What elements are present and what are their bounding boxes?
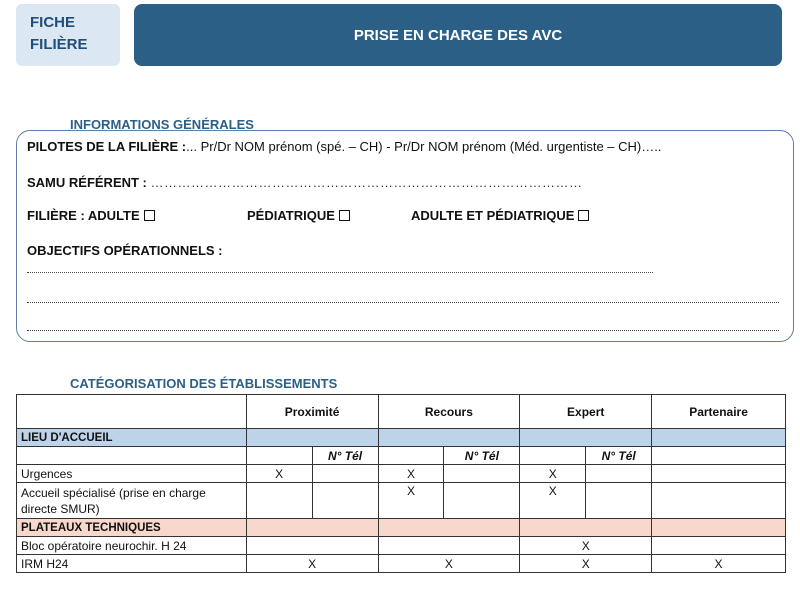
section-title-informations: INFORMATIONS GÉNÉRALES bbox=[70, 117, 254, 132]
urgences-label: Urgences bbox=[17, 465, 247, 483]
header-expert: Expert bbox=[520, 395, 652, 429]
table-cell bbox=[378, 519, 520, 537]
samu-label: SAMU RÉFÉRENT : bbox=[27, 175, 147, 190]
page-title: PRISE EN CHARGE DES AVC bbox=[353, 26, 563, 44]
filiere-adulte-pediatrique bbox=[411, 208, 589, 223]
urgences-proximite-mark[interactable]: X bbox=[246, 465, 312, 483]
table-cell bbox=[520, 429, 652, 447]
tel-label-proximite: N° Tél bbox=[312, 447, 378, 465]
bloc-operatoire-label: Bloc opératoire neurochir. H 24 bbox=[17, 537, 247, 555]
table-cell bbox=[378, 447, 444, 465]
page-title-bar bbox=[134, 4, 782, 66]
urgences-partenaire[interactable] bbox=[652, 465, 786, 483]
irm-recours-mark[interactable]: X bbox=[378, 555, 520, 573]
table-cell bbox=[652, 429, 786, 447]
irm-partenaire-mark[interactable]: X bbox=[652, 555, 786, 573]
tel-subheader-row bbox=[17, 447, 786, 465]
table-row-irm bbox=[17, 555, 786, 573]
fiche-filiere-tag bbox=[16, 4, 120, 66]
pediatrique-label: PÉDIATRIQUE bbox=[247, 208, 335, 223]
table-header-row bbox=[17, 395, 786, 429]
urgences-recours-mark[interactable]: X bbox=[378, 465, 444, 483]
bloc-recours[interactable] bbox=[378, 537, 520, 555]
table-cell bbox=[652, 519, 786, 537]
informations-generales-box bbox=[16, 130, 794, 342]
urgences-expert-tel[interactable] bbox=[586, 465, 652, 483]
table-cell bbox=[520, 519, 652, 537]
checkbox-pediatrique[interactable] bbox=[339, 210, 350, 221]
categorisation-table bbox=[16, 394, 786, 573]
irm-label: IRM H24 bbox=[17, 555, 247, 573]
checkbox-adulte-pediatrique[interactable] bbox=[578, 210, 589, 221]
table-cell bbox=[17, 447, 247, 465]
tel-label-recours: N° Tél bbox=[444, 447, 520, 465]
table-cell bbox=[652, 447, 786, 465]
pilotes-value[interactable]: ... Pr/Dr NOM prénom (spé. – CH) - Pr/Dr NOM prénom (Méd. urgentiste – CH)….. bbox=[186, 139, 662, 154]
header-recours: Recours bbox=[378, 395, 520, 429]
table-cell bbox=[246, 519, 378, 537]
bloc-partenaire[interactable] bbox=[652, 537, 786, 555]
samu-value-dots[interactable]: …………………………………………………………………………………… bbox=[150, 175, 583, 190]
accueil-proximite-tel[interactable] bbox=[312, 483, 378, 519]
section-title-categorisation: CATÉGORISATION DES ÉTABLISSEMENTS bbox=[70, 376, 338, 391]
table-cell bbox=[246, 447, 312, 465]
accueil-partenaire[interactable] bbox=[652, 483, 786, 519]
accueil-expert-mark[interactable]: X bbox=[520, 483, 586, 519]
header-partenaire: Partenaire bbox=[652, 395, 786, 429]
accueil-recours-tel[interactable] bbox=[444, 483, 520, 519]
irm-proximite-mark[interactable]: X bbox=[246, 555, 378, 573]
objectifs-label: OBJECTIFS OPÉRATIONNELS : bbox=[27, 243, 223, 258]
lieu-accueil-label: LIEU D'ACCUEIL bbox=[17, 429, 247, 447]
urgences-expert-mark[interactable]: X bbox=[520, 465, 586, 483]
objectifs-dotted-line-2[interactable] bbox=[27, 302, 779, 303]
accueil-expert-tel[interactable] bbox=[586, 483, 652, 519]
objectifs-dotted-line-1[interactable] bbox=[27, 272, 653, 273]
objectifs-line bbox=[27, 243, 223, 258]
table-row-accueil-specialise bbox=[17, 483, 786, 519]
urgences-proximite-tel[interactable] bbox=[312, 465, 378, 483]
table-row-bloc-operatoire bbox=[17, 537, 786, 555]
table-cell bbox=[520, 447, 586, 465]
samu-line bbox=[27, 175, 583, 190]
bloc-expert-mark[interactable]: X bbox=[520, 537, 652, 555]
adulte-pediatrique-label: ADULTE ET PÉDIATRIQUE bbox=[411, 208, 575, 223]
tag-line-1: FICHE bbox=[30, 14, 75, 31]
accueil-proximite-mark[interactable] bbox=[246, 483, 312, 519]
irm-expert-mark[interactable]: X bbox=[520, 555, 652, 573]
objectifs-dotted-line-3[interactable] bbox=[27, 330, 779, 331]
bloc-proximite[interactable] bbox=[246, 537, 378, 555]
section-row-lieu-accueil bbox=[17, 429, 786, 447]
filiere-adulte bbox=[27, 208, 155, 223]
filiere-pediatrique bbox=[247, 208, 350, 223]
checkbox-adulte[interactable] bbox=[144, 210, 155, 221]
section-row-plateaux-techniques bbox=[17, 519, 786, 537]
table-cell bbox=[378, 429, 520, 447]
accueil-specialise-label: Accueil spécialisé (prise en charge directe SMUR) bbox=[17, 483, 247, 519]
pilotes-label: PILOTES DE LA FILIÈRE : bbox=[27, 139, 187, 154]
table-cell bbox=[246, 429, 378, 447]
tag-line-2: FILIÈRE bbox=[30, 36, 88, 53]
filiere-adulte-label: FILIÈRE : ADULTE bbox=[27, 208, 140, 223]
accueil-recours-mark[interactable]: X bbox=[378, 483, 444, 519]
header-empty bbox=[17, 395, 247, 429]
plateaux-techniques-label: PLATEAUX TECHNIQUES bbox=[17, 519, 247, 537]
pilotes-line bbox=[27, 139, 661, 154]
table-row-urgences bbox=[17, 465, 786, 483]
tel-label-expert: N° Tél bbox=[586, 447, 652, 465]
urgences-recours-tel[interactable] bbox=[444, 465, 520, 483]
header-proximite: Proximité bbox=[246, 395, 378, 429]
